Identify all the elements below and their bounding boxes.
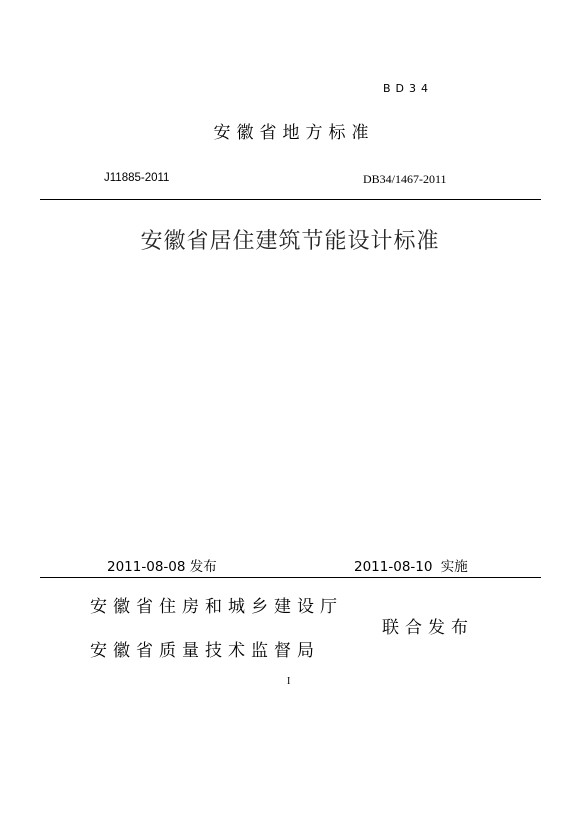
page-number: I	[287, 676, 291, 687]
bottom-divider	[40, 577, 541, 578]
standard-number: DB34/1467-2011	[363, 172, 447, 186]
record-number: J11885-2011	[104, 172, 170, 184]
joint-issue-label: 联合发布	[382, 618, 474, 638]
document-code: BD34	[383, 82, 434, 95]
standard-type-heading: 安徽省地方标准	[213, 123, 375, 143]
top-divider	[40, 199, 541, 200]
implementation-date: 2011-08-10 实施	[354, 559, 468, 575]
issuing-authority-construction: 安徽省住房和城乡建设厅	[90, 597, 343, 617]
issue-date: 2011-08-08 发布	[107, 559, 217, 575]
issuing-authority-quality: 安徽省质量技术监督局	[90, 641, 320, 661]
document-title: 安徽省居住建筑节能设计标准	[140, 229, 440, 254]
